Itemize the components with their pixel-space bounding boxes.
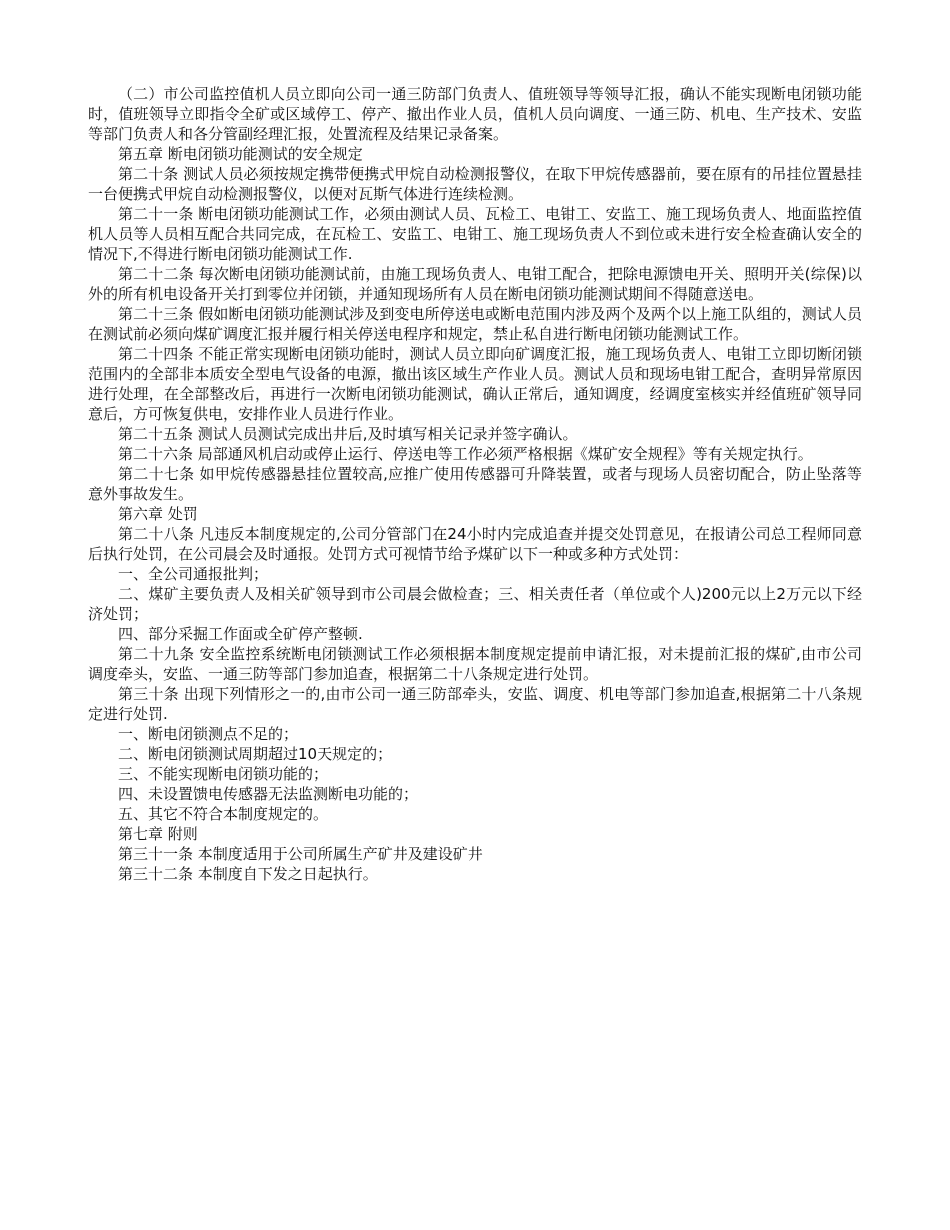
situation-item-1: 一、断电闭锁测点不足的； xyxy=(118,725,299,743)
article-25: 第二十五条 测试人员测试完成出井后,及时填写相关记录并签字确认。 xyxy=(118,425,578,443)
chapter-6-heading: 第六章 处罚 xyxy=(118,505,198,523)
article-28: 第二十八条 凡违反本制度规定的,公司分管部门在24小时内完成追查并提交处罚意见，在报请公司总工程师同意后执行处罚，在公司晨会及时通报。处罚方式可视情节给予煤矿以下一种或多种方式处罚： xyxy=(88,525,862,563)
article-29: 第二十九条 安全监控系统断电闭锁测试工作必须根据本制度规定提前申请汇报，对未提前汇报的煤矿,由市公司调度牵头，安监、一通三防等部门参加追查，根据第二十八条规定进行处罚。 xyxy=(88,645,862,683)
penalty-item-2-3: 二、煤矿主要负责人及相关矿领导到市公司晨会做检查；三、相关责任者（单位或个人)200元以上2万元以下经济处罚； xyxy=(88,585,862,623)
paragraph-section-2-report: （二）市公司监控值机人员立即向公司一通三防部门负责人、值班领导等领导汇报，确认不能实现断电闭锁功能时，值班领导立即指令全矿或区域停工、停产、撤出作业人员，值机人员向调度、一通三防、机电、生产技术、安监等部门负责人和各分管副经理汇报，处置流程及结果记录备案。 xyxy=(88,85,862,143)
article-27: 第二十七条 如甲烷传感器悬挂位置较高,应推广使用传感器可升降装置，或者与现场人员密切配合，防止坠落等意外事故发生。 xyxy=(88,465,862,503)
situation-item-2: 二、断电闭锁测试周期超过10天规定的； xyxy=(118,745,393,763)
penalty-item-1: 一、全公司通报批判； xyxy=(118,565,269,583)
chapter-7-heading: 第七章 附则 xyxy=(118,825,198,843)
article-30: 第三十条 出现下列情形之一的,由市公司一通三防部牵头，安监、调度、机电等部门参加追查,根据第二十八条规定进行处罚. xyxy=(88,685,862,723)
article-26: 第二十六条 局部通风机启动或停止运行、停送电等工作必须严格根据《煤矿安全规程》等有关规定执行。 xyxy=(118,445,813,463)
article-23: 第二十三条 假如断电闭锁功能测试涉及到变电所停送电或断电范围内涉及两个及两个以上施工队组的，测试人员在测试前必须向煤矿调度汇报并履行相关停送电程序和规定，禁止私自进行断电闭锁功能测试工作。 xyxy=(88,305,862,343)
chapter-5-heading: 第五章 断电闭锁功能测试的安全规定 xyxy=(118,145,363,163)
article-22: 第二十二条 每次断电闭锁功能测试前，由施工现场负责人、电钳工配合，把除电源馈电开关、照明开关(综保)以外的所有机电设备开关打到零位并闭锁，并通知现场所有人员在断电闭锁功能测试期间不得随意送电。 xyxy=(88,265,862,303)
article-20: 第二十条 测试人员必须按规定携带便携式甲烷自动检测报警仪，在取下甲烷传感器前，要在原有的吊挂位置悬挂一台便携式甲烷自动检测报警仪，以便对瓦斯气体进行连续检测。 xyxy=(88,165,862,203)
article-32: 第三十二条 本制度自下发之日起执行。 xyxy=(118,865,378,883)
article-21: 第二十一条 断电闭锁功能测试工作，必须由测试人员、瓦检工、电钳工、安监工、施工现场负责人、地面监控值机人员等人员相互配合共同完成，在瓦检工、安监工、电钳工、施工现场负责人不到位或未进行安全检查确认安全的情况下,不得进行断电闭锁功能测试工作. xyxy=(88,205,862,263)
situation-item-4: 四、未设置馈电传感器无法监测断电功能的； xyxy=(118,785,419,803)
article-31: 第三十一条 本制度适用于公司所属生产矿井及建设矿井 xyxy=(118,845,483,863)
penalty-item-4: 四、部分采掘工作面或全矿停产整顿. xyxy=(118,625,363,643)
situation-item-5: 五、其它不符合本制度规定的。 xyxy=(118,805,329,823)
article-24: 第二十四条 不能正常实现断电闭锁功能时，测试人员立即向矿调度汇报，施工现场负责人、电钳工立即切断闭锁范围内的全部非本质安全型电气设备的电源，撤出该区域生产作业人员。测试人员和现场电钳工配合，查明异常原因进行处理，在全部整改后，再进行一次断电闭锁功能测试，确认正常后，通知调度，经调度室核实并经值班矿领导同意后，方可恢复供电，安排作业人员进行作业。 xyxy=(88,345,862,423)
situation-item-3: 三、不能实现断电闭锁功能的； xyxy=(118,765,329,783)
document-body xyxy=(88,84,862,884)
